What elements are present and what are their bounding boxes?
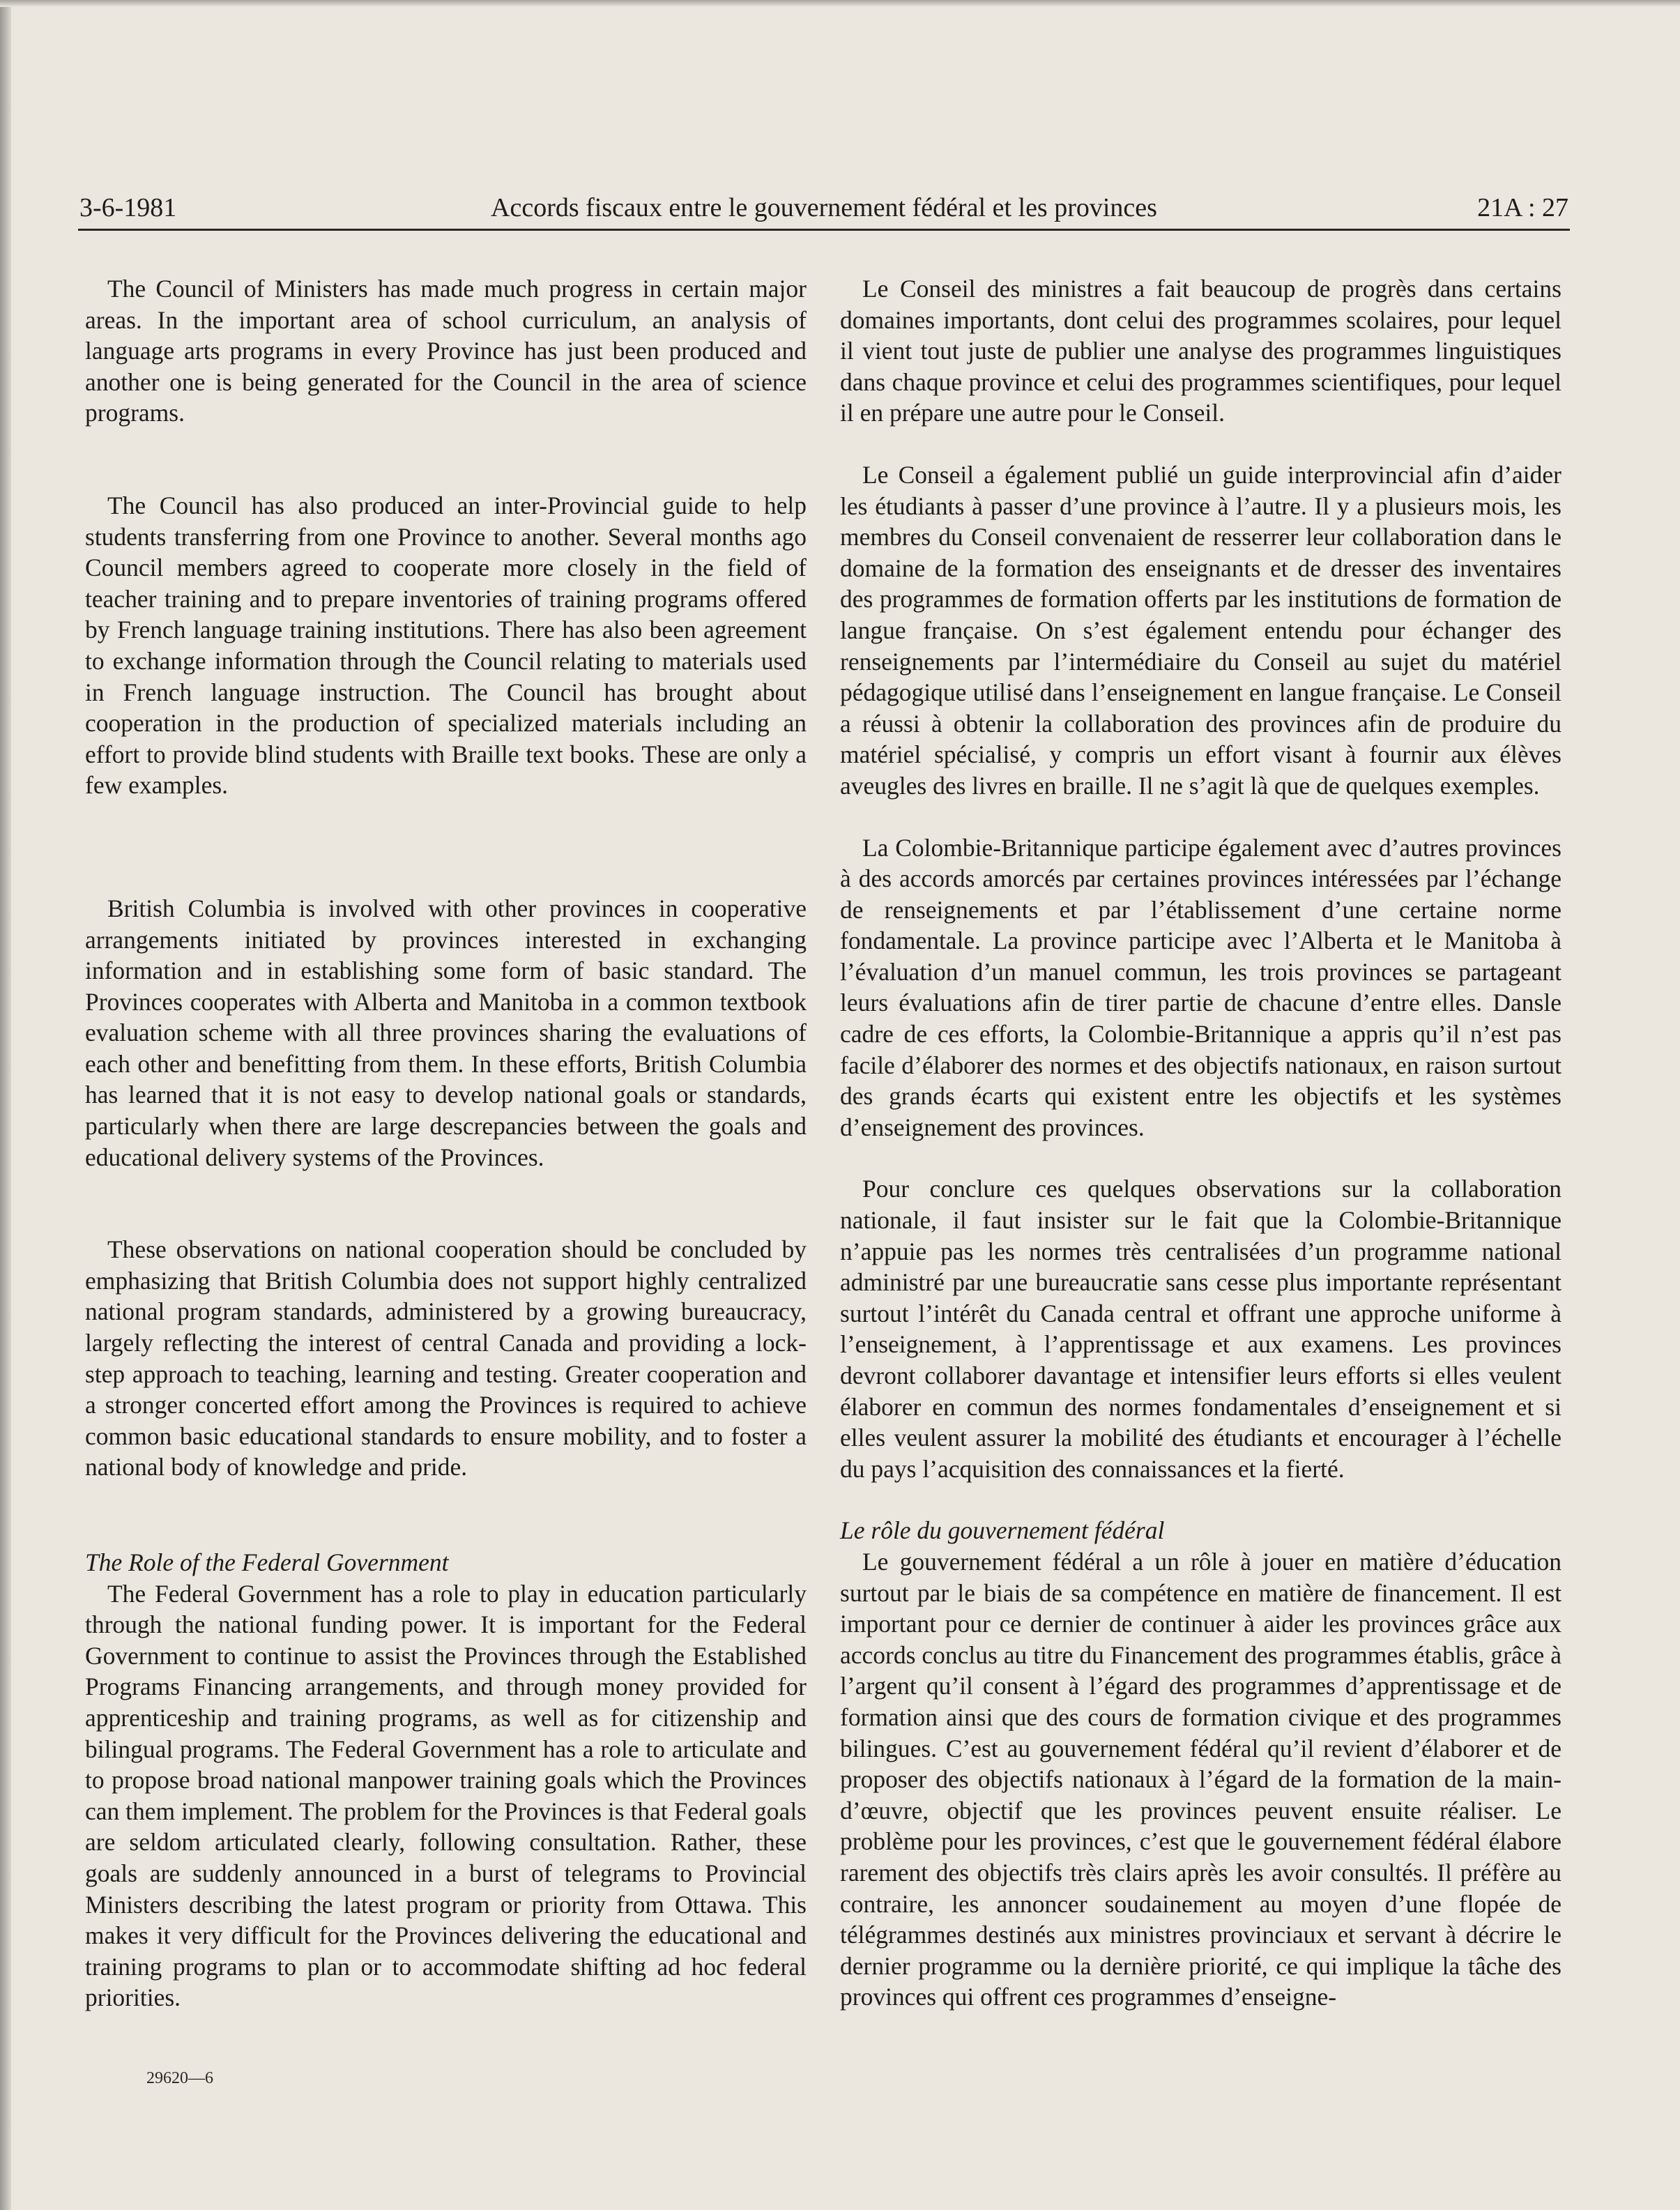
header-date: 3-6-1981 — [79, 193, 177, 222]
french-paragraph-3: La Colombie-Britannique participe également avec d’autres provinces à des accords amorcés par certaines provinces intéressées par l’échange de renseignements et par l’établissement d’une certaine norme fondamentale. La province participe avec l’Alberta et le Manitoba à l’évaluation d’un manuel commun, les trois provinces se partageant leurs évaluations afin de tirer partie de chacune d’entre elles. Dansle cadre de ces efforts, la Colombie-Britannique a appris qu’il n’est pas facile d’élaborer des normes et des objectifs nationaux, en raison surtout des grands écarts qui existent entre les objectifs et les systèmes d’enseignement des provinces. — [840, 833, 1561, 1141]
header-title: Accords fiscaux entre le gouvernement fédéral et les provinces — [491, 193, 1157, 222]
english-column — [85, 273, 807, 2013]
header-page-number: 21A : 27 — [1477, 193, 1568, 222]
english-paragraph-5: The Federal Government has a role to play in education particularly through the national funding power. It is important for the Federal Government to continue to assist the Provinces through the Established Programs Financing arrangements, and through money provided for apprenticeship and training programs, as well as for citizenship and bilingual programs. The Federal Government has a role to articulate and to propose broad national manpower training goals which the Provinces can them implement. The problem for the Provinces is that Federal goals are seldom articulated clearly, following consultation. Rather, these goals are suddenly announced in a burst of telegrams to Provincial Ministers describing the latest program or priority from Ottawa. This makes it very difficult for the Provinces delivering the educational and training programs to plan or to accommodate shifting ad hoc federal priorities. — [85, 1579, 807, 2012]
french-paragraph-5: Le gouvernement fédéral a un rôle à jouer en matière d’éducation surtout par le biais de sa compétence en matière de financement. Il est important pour ce dernier de continuer à aider les provinces grâce aux accords conclus au titre du Financement des programmes établis, grâce à l’argent qu’il consent à l’égard des programmes d’apprentissage et de formation ainsi que des cours de formation civique et des programmes bilingues. C’est au gouvernement fédéral qu’il revient d’élaborer et de proposer des objectifs nationaux à l’égard de la formation de la main-d’œuvre, objectif que les provinces peuvent ensuite réaliser. Le problème pour les provinces, c’est que le gouvernement fédéral élabore rarement des objectifs très clairs après les avoir consultés. Il préfère au contraire, les annoncer soudainement au moyen d’une flopée de télégrammes destinés aux ministres provinciaux et servant à décrire le dernier programme ou la dernière priorité, ce qui implique la tâche des provinces qui offrent ces programmes d’enseigne- — [840, 1547, 1561, 2011]
french-column — [840, 273, 1561, 2013]
english-section-heading: The Role of the Federal Government — [85, 1548, 449, 1576]
french-paragraph-2: Le Conseil a également publié un guide interprovincial afin d’aider les étudiants à passer d’une province à l’autre. Il y a plusieurs mois, les membres du Conseil convenaient de resserrer leur collaboration dans le domaine de la formation des enseignants et de dresser des inventaires des programmes de formation offerts par les institutions de formation de langue française. On s’est également entendu pour échanger des renseignements par l’intermédiaire du Conseil au sujet du matériel pédagogique utilisé dans l’enseignement en langue française. Le Conseil a réussi à obtenir la collaboration des provinces afin de produire du matériel spécialisé, y compris un effort visant à fournir aux élèves aveugles des livres en braille. Il ne s’agit là que de quelques exemples. — [840, 460, 1561, 800]
french-paragraph-1: Le Conseil des ministres a fait beaucoup de progrès dans certains domaines importants, dont celui des programmes scolaires, pour lequel il vient tout juste de publier une analyse des programmes linguistiques dans chaque province et celui des programmes scientifiques, pour lequel il en prépare une autre pour le Conseil. — [840, 275, 1561, 427]
english-paragraph-3: British Columbia is involved with other provinces in cooperative arrangements initiated by provinces interested in exchanging information and in establishing some form of basic standard. The Provinces cooperates with Alberta and Manitoba in a common textbook evaluation scheme with all three provinces sharing the evaluations of each other and benefitting from them. In these efforts, British Columbia has learned that it is not easy to develop national goals or standards, particularly when there are large descrepancies between the goals and educational delivery systems of the Provinces. — [85, 894, 807, 1171]
footer-print-code: 29620—6 — [146, 2069, 213, 2087]
page-top-edge — [0, 0, 1680, 7]
english-paragraph-2: The Council has also produced an inter-Provincial guide to help students transferring from one Province to another. Several months ago Council members agreed to cooperate more closely in the field of teacher training and to prepare inventories of training programs offered by French language training institutions. There has also been agreement to exchange information through the Council relating to materials used in French language instruction. The Council has brought about cooperation in the production of specialized materials including an effort to provide blind students with Braille text books. These are only a few examples. — [85, 491, 807, 800]
english-paragraph-1: The Council of Ministers has made much progress in certain major areas. In the important area of school curriculum, an analysis of language arts programs in every Province has just been produced and another one is being generated for the Council in the area of science programs. — [85, 275, 807, 427]
english-paragraph-4: These observations on national cooperation should be concluded by emphasizing that British Columbia does not support highly centralized national program standards, administered by a growing bureaucracy, largely reflecting the interest of central Canada and providing a lock-step approach to teaching, learning and testing. Greater cooperation and a stronger concerted effort among the Provinces is required to achieve common basic educational standards to ensure mobility, and to foster a national body of knowledge and pride. — [85, 1235, 807, 1481]
french-paragraph-4: Pour conclure ces quelques observations sur la collaboration nationale, il faut insister sur le fait que la Colombie-Britannique n’appuie pas les normes très centralisées d’un programme national administré par une bureaucratie sans cesse plus importante représentant surtout l’intérêt du Canada central et offrant une approche uniforme à l’enseignement, à l’apprentissage et aux examens. Les provinces devront collaborer davantage et intensifier leurs efforts si elles veulent élaborer en commun des normes fondamentales d’enseignement et si elles veulent assurer la mobilité des étudiants et encourager à l’échelle du pays l’acquisition des connaissances et la fierté. — [840, 1175, 1561, 1483]
french-section-heading: Le rôle du gouvernement fédéral — [840, 1516, 1165, 1545]
running-header — [78, 187, 1570, 231]
page-binding-edge — [0, 0, 11, 2210]
